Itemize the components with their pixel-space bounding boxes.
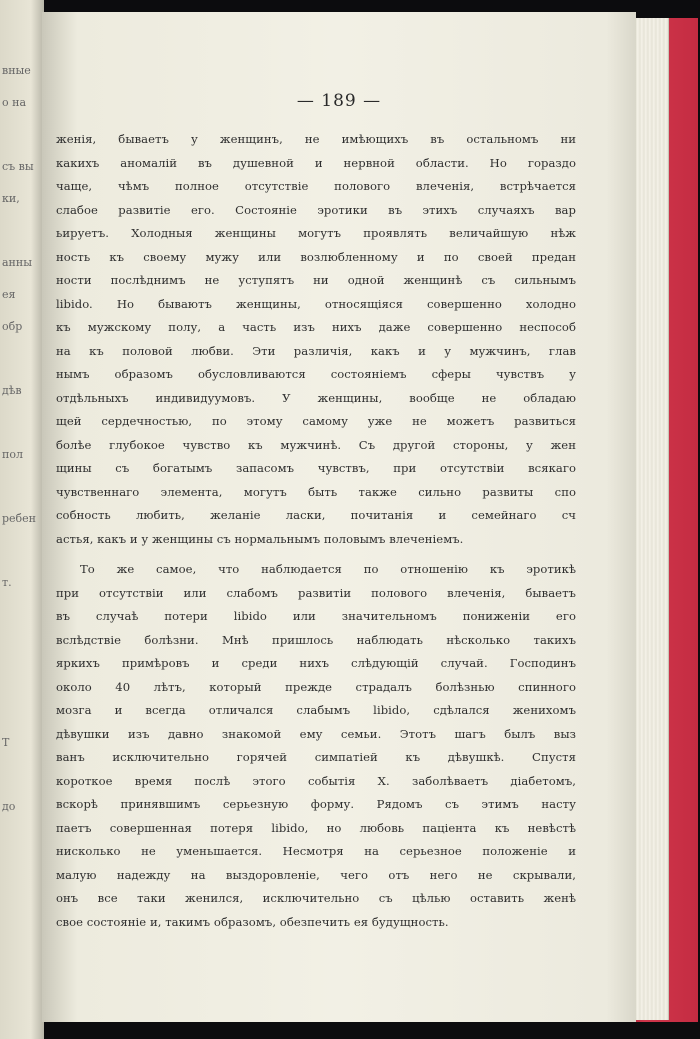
book-page	[42, 12, 636, 1022]
left-page-fragment	[2, 924, 40, 956]
left-page-fragment	[2, 124, 40, 156]
text-line: собность любить, желаніе ласки, почитанія и семейнаго сч	[56, 508, 576, 522]
left-page-fragment: вные	[2, 64, 31, 77]
text-line: То же самое, что наблюдается по отношенію къ эротикѣ	[80, 562, 576, 576]
text-line: около 40 лѣтъ, который прежде страдалъ болѣзнью спинного	[56, 679, 576, 694]
page-number: — 189 —	[296, 91, 382, 111]
left-page-fragment: дѣв	[2, 384, 22, 397]
text-line: яркихъ примѣровъ и среди нихъ слѣдующій случай. Господинъ	[56, 656, 576, 670]
text-line: къ мужскому полу, а часть изъ нихъ даже совершенно неспособ	[56, 320, 576, 334]
left-page-fragment	[2, 636, 40, 668]
left-page-fragment: съ вы	[2, 160, 34, 173]
text-line: астья, какъ и у женщины съ нормальнымъ половымъ влеченіемъ.	[56, 531, 464, 546]
text-line: малую надежду на выздоровленіе, чего отъ него не скрывали,	[56, 867, 576, 882]
text-line: на къ половой любви. Эти различія, какъ и у мужчинъ, глав	[56, 343, 576, 358]
left-page-fragment	[2, 700, 40, 732]
text-line: вскорѣ принявшимъ серьезную форму. Рядомъ съ этимъ насту	[56, 797, 576, 811]
text-line: ности послѣднимъ не уступятъ ни одной женщинѣ съ сильнымъ	[56, 273, 576, 287]
text-line: ванъ исключительно горячей симпатіей къ дѣвушкѣ. Спустя	[56, 750, 576, 764]
text-line: чаще, чѣмъ полное отсутствіе полового влеченія, встрѣчается	[56, 179, 576, 193]
text-line: ность къ своему мужу или возлюбленному и по своей предан	[56, 249, 576, 264]
left-page-fragment	[2, 220, 40, 252]
left-page-fragment: анны	[2, 256, 32, 269]
left-page-fragment: ребен	[2, 512, 37, 525]
text-line: нисколько не уменьшается. Несмотря на серьезное положеніе и	[56, 844, 576, 858]
text-line: паетъ совершенная потеря libido, но любовь паціента къ невѣстѣ	[56, 820, 576, 835]
left-page-fragment: до	[2, 800, 16, 813]
text-line: дѣвушки изъ давно знакомой ему семьи. Этотъ шагъ былъ выз	[56, 726, 576, 741]
left-page-fragment	[2, 476, 40, 508]
left-page-fragment: пол	[2, 448, 23, 461]
page-edges	[634, 18, 669, 1020]
paragraph-1	[56, 128, 576, 551]
text-line: въ случаѣ потери libido или значительномъ пониженіи его	[56, 609, 576, 623]
left-page-fragment	[2, 764, 40, 796]
text-line: слабое развитіе его. Состояніе эротики въ этихъ случаяхъ вар	[56, 202, 576, 217]
text-line: щей сердечностью, по этому самому уже не можетъ развиться	[56, 414, 576, 428]
left-page-text-fragments	[2, 60, 40, 960]
text-line: отдѣльныхъ индивидуумовъ. У женщины, вообще не обладаю	[56, 390, 576, 405]
left-page-fragment: т.	[2, 576, 12, 589]
left-page-fragment	[2, 604, 40, 636]
text-line: какихъ аномалій въ душевной и нервной области. Но гораздо	[56, 155, 576, 170]
text-line: при отсутствіи или слабомъ развитіи полового влеченія, бываетъ	[56, 585, 576, 600]
left-page-fragment	[2, 668, 40, 700]
text-line: короткое время послѣ этого событія Х. заболѣваетъ діабетомъ,	[56, 773, 576, 788]
left-page-edge	[0, 0, 44, 1039]
paragraph-2	[56, 558, 576, 934]
left-page-fragment: обр	[2, 320, 23, 333]
left-page-fragment: ея	[2, 288, 16, 301]
left-page-fragment	[2, 860, 40, 892]
left-page-fragment: ки,	[2, 192, 20, 205]
left-page-fragment	[2, 412, 40, 444]
text-line: онъ все таки женился, исключительно съ цѣлью оставить женѣ	[56, 891, 576, 905]
text-line: свое состояніе и, такимъ образомъ, обезпечить ея будущность.	[56, 914, 449, 929]
left-page-fragment: Т	[2, 736, 10, 749]
text-line: болѣе глубокое чувство къ мужчинѣ. Съ другой стороны, у жен	[56, 437, 576, 452]
text-line: щины съ богатымъ запасомъ чувствъ, при отсутствіи всякаго	[56, 461, 576, 475]
text-line: libido. Но бываютъ женщины, относящіяся совершенно холодно	[56, 296, 576, 311]
text-line: чувственнаго элемента, могутъ быть также сильно развиты спо	[56, 484, 576, 499]
text-line: ьируетъ. Холодныя женщины могутъ проявлять величайшую нѣж	[56, 226, 576, 240]
text-line: нымъ образомъ обусловливаются состояніемъ сферы чувствъ у	[56, 367, 576, 381]
left-page-fragment	[2, 540, 40, 572]
left-page-fragment: о на	[2, 96, 27, 109]
text-line: вслѣдствіе болѣзни. Мнѣ пришлось наблюдать нѣсколько такихъ	[56, 632, 576, 647]
left-page-fragment	[2, 892, 40, 924]
left-page-fragment	[2, 828, 40, 860]
text-line: мозга и всегда отличался слабымъ libido, сдѣлался женихомъ	[56, 703, 576, 717]
text-line: женія, бываетъ у женщинъ, не имѣющихъ въ остальномъ ни	[56, 132, 576, 146]
left-page-fragment	[2, 348, 40, 380]
